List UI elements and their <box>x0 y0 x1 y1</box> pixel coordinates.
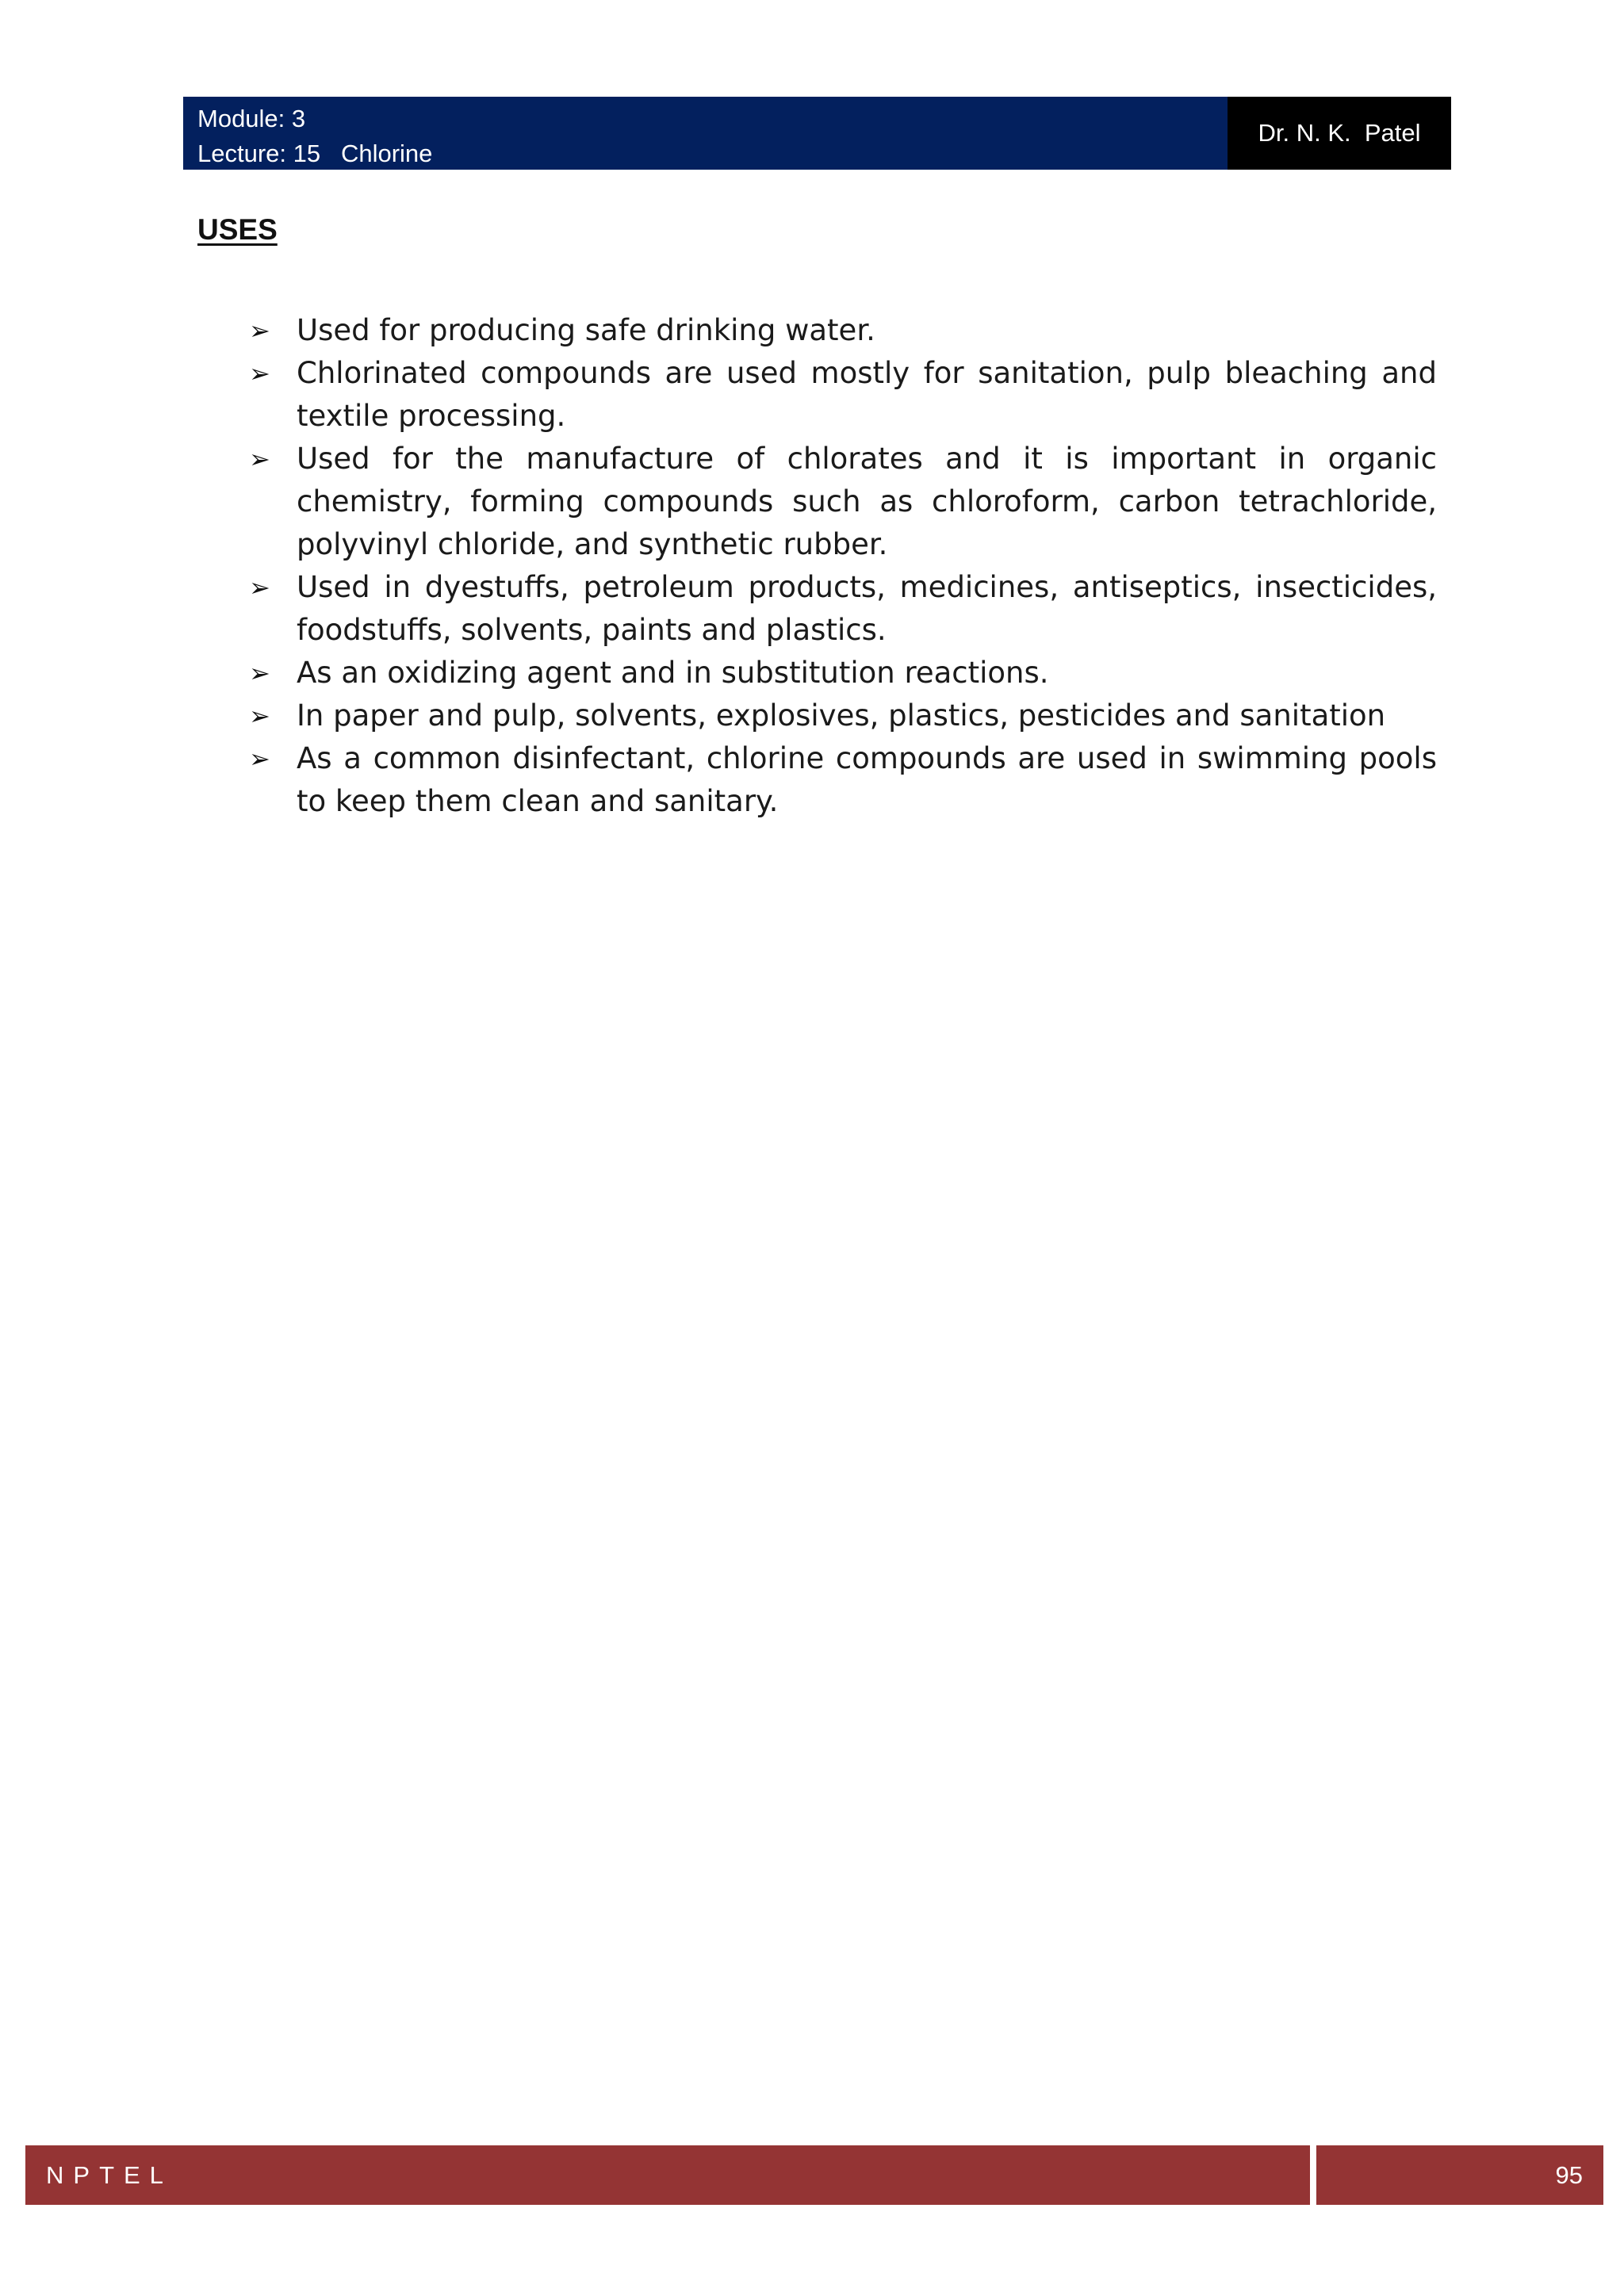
arrowhead-bullet-icon: ➢ <box>249 701 270 731</box>
arrowhead-bullet-icon: ➢ <box>249 444 270 474</box>
list-item-text: Used in dyestuffs, petroleum products, medicines, antiseptics, insecticides, foodstuffs, solvents, paints and plastics. <box>297 570 1437 647</box>
list-item-text: As a common disinfectant, chlorine compounds are used in swimming pools to keep them clean and sanitary. <box>297 741 1437 818</box>
list-item-text: Chlorinated compounds are used mostly for sanitation, pulp bleaching and textile processing. <box>297 356 1437 433</box>
arrowhead-bullet-icon: ➢ <box>249 358 270 388</box>
list-item-text: In paper and pulp, solvents, explosives, plastics, pesticides and sanitation <box>297 698 1386 733</box>
uses-list <box>238 309 1437 823</box>
page-number: 95 <box>1316 2145 1603 2205</box>
list-item <box>238 695 1437 737</box>
arrowhead-bullet-icon: ➢ <box>249 316 270 346</box>
arrowhead-bullet-icon: ➢ <box>249 658 270 688</box>
list-item <box>238 652 1437 695</box>
list-item <box>238 309 1437 352</box>
list-item-text: Used for producing safe drinking water. <box>297 313 875 347</box>
header-title-block <box>183 97 1228 170</box>
list-item <box>238 438 1437 566</box>
list-item-text: As an oxidizing agent and in substitution reactions. <box>297 656 1049 690</box>
list-item <box>238 566 1437 652</box>
module-label: Module: 3 <box>197 105 306 132</box>
list-item-text: Used for the manufacture of chlorates and it is important in organic chemistry, forming compounds such as chloroform, carbon tetrachloride, polyvinyl chloride, and synthetic rubber. <box>297 442 1437 561</box>
arrowhead-bullet-icon: ➢ <box>249 744 270 774</box>
arrowhead-bullet-icon: ➢ <box>249 572 270 603</box>
lecture-label: Lecture: 15 Chlorine <box>197 140 433 167</box>
footer-label: NPTEL <box>25 2145 1310 2205</box>
section-heading: USES <box>197 213 278 246</box>
list-item <box>238 352 1437 438</box>
list-item <box>238 737 1437 823</box>
author-label: Dr. N. K. Patel <box>1228 97 1451 170</box>
